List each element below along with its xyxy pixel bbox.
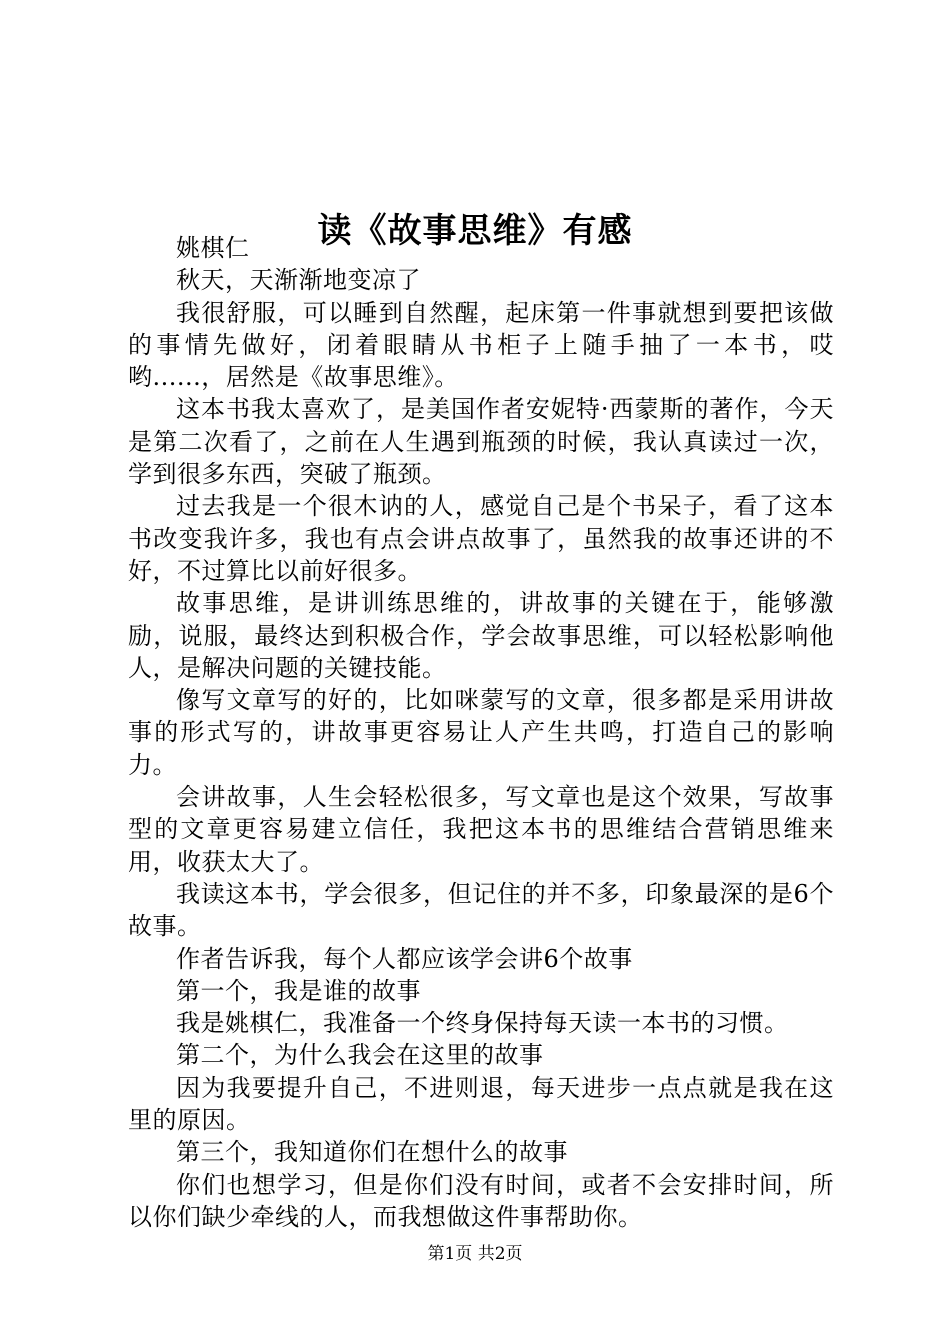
paragraph: 我读这本书，学会很多，但记住的并不多，印象最深的是6个故事。 xyxy=(128,879,834,941)
paragraph: 因为我要提升自己，不进则退，每天进步一点点就是我在这里的原因。 xyxy=(128,1073,834,1135)
paragraph: 我是姚棋仁，我准备一个终身保持每天读一本书的习惯。 xyxy=(176,1009,789,1038)
section-heading: 第三个，我知道你们在想什么的故事 xyxy=(176,1138,568,1167)
paragraph: 你们也想学习，但是你们没有时间，或者不会安排时间，所以你们缺少牵线的人，而我想做这件事帮助你。 xyxy=(128,1170,834,1231)
paragraph: 像写文章写的好的，比如咪蒙写的文章，很多都是采用讲故事的形式写的，讲故事更容易让人产生共鸣，打造自己的影响力。 xyxy=(128,686,834,779)
section-heading: 第二个，为什么我会在这里的故事 xyxy=(176,1041,544,1070)
paragraph: 故事思维，是讲训练思维的，讲故事的关键在于，能够激励，说服，最终达到积极合作，学会故事思维，可以轻松影响他人，是解决问题的关键技能。 xyxy=(128,589,834,682)
page-number-footer: 第1页 共2页 xyxy=(427,1244,523,1264)
author-line: 姚棋仁 xyxy=(176,234,250,262)
section-heading: 第一个，我是谁的故事 xyxy=(176,976,421,1005)
paragraph: 作者告诉我，每个人都应该学会讲6个故事 xyxy=(176,944,633,973)
paragraph: 这本书我太喜欢了，是美国作者安妮特·西蒙斯的著作，今天是第二次看了，之前在人生遇到瓶颈的时候，我认真读过一次，学到很多东西，突破了瓶颈。 xyxy=(128,395,834,489)
paragraph: 秋天，天渐渐地变凉了 xyxy=(176,266,421,295)
document-body xyxy=(128,232,834,1233)
paragraph: 过去我是一个很木讷的人，感觉自己是个书呆子，看了这本书改变我许多，我也有点会讲点故事了，虽然我的故事还讲的不好，不过算比以前好很多。 xyxy=(128,492,834,585)
page-title: 读《故事思维》有感 xyxy=(317,210,633,251)
paragraph: 我很舒服，可以睡到自然醒，起床第一件事就想到要把该做的事情先做好，闭着眼睛从书柜子上随手抽了一本书，哎哟......，居然是《故事思维》。 xyxy=(128,298,834,392)
paragraph: 会讲故事，人生会轻松很多，写文章也是这个效果，写故事型的文章更容易建立信任，我把这本书的思维结合营销思维来用，收获太大了。 xyxy=(128,783,834,876)
